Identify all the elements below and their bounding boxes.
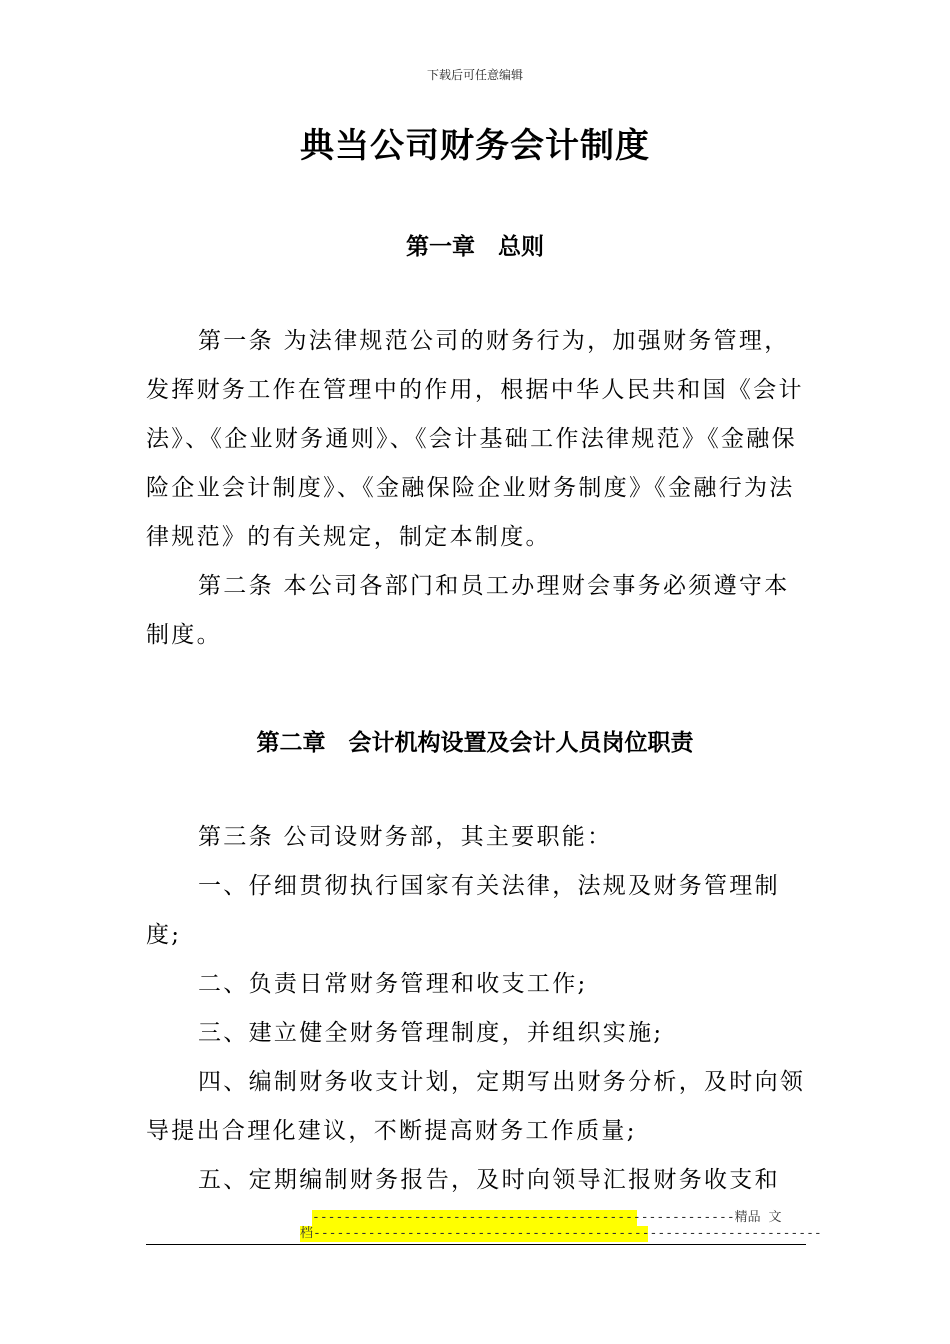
duty-item-4: 四、编制财务收支计划，定期写出财务分析，及时向领导提出合理化建议，不断提高财务工作质量; [146, 1069, 806, 1144]
duty-item-5: 五、定期编制财务报告，及时向领导汇报财务收支和 [198, 1167, 780, 1193]
duty-item-3: 三、建立健全财务管理制度，并组织实施; [198, 1020, 664, 1046]
footer-watermark-banner [300, 1210, 822, 1242]
article-1-paragraph: 第一条 为法律规范公司的财务行为，加强财务管理，发挥财务工作在管理中的作用，根据中华人民共和国《会计法》、《企业财务通则》、《会计基础工作法律规范》《金融保险企业会计制度》、《金融保险企业财务制度》《金融行为法律规范》的有关规定，制定本制度。 [146, 328, 804, 550]
duty-item-2: 二、负责日常财务管理和收支工作; [198, 971, 588, 997]
chapter-1-heading: 第一章 总则 [406, 234, 544, 260]
article-2-paragraph: 第二条 本公司各部门和员工办理财会事务必须遵守本制度。 [146, 573, 790, 648]
footer-divider-line [146, 1244, 806, 1245]
document-title: 典当公司财务会计制度 [300, 126, 650, 166]
article-3-paragraph: 第三条 公司设财务部，其主要职能： [198, 824, 613, 850]
chapter-2-heading: 第二章 会计机构设置及会计人员岗位职责 [256, 730, 694, 756]
footer-banner-line-1: ------------------------------------------------------精品 文 [312, 1210, 782, 1225]
duty-item-1: 一、仔细贯彻执行国家有关法律，法规及财务管理制度; [146, 873, 780, 948]
footer-banner-line-2: 档----------------------------------------------------------------- [300, 1226, 822, 1241]
page-header-note: 下载后可任意编辑 [426, 68, 523, 82]
